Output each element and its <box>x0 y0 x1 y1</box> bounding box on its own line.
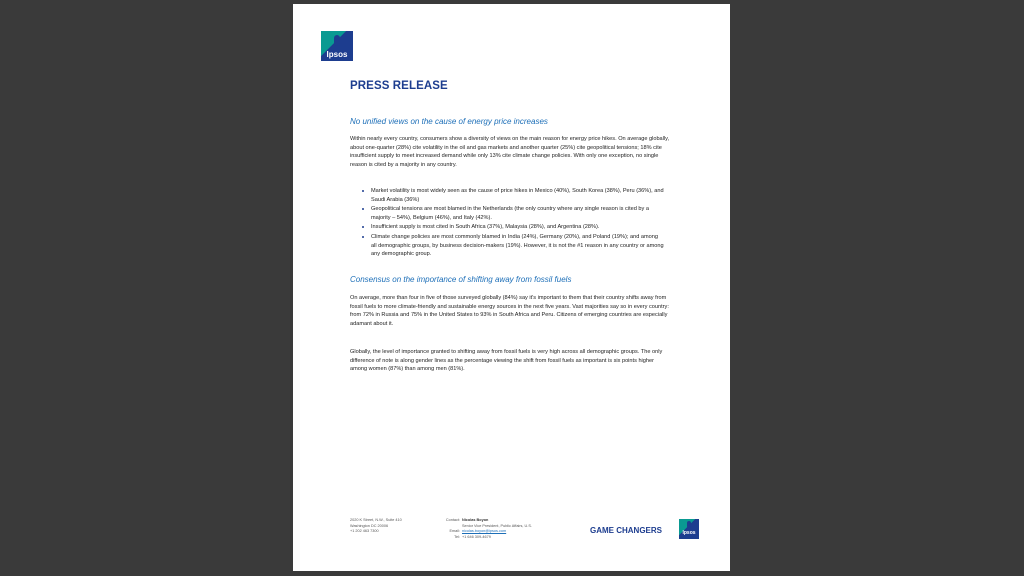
list-item: Geopolitical tensions are most blamed in the Netherlands (the only country where any single reason is cited by a majority – 54%), Belgium (46%), and Italy (42%). <box>365 205 665 222</box>
contact-title: Senior Vice President, Public Affairs, U.S. <box>462 523 532 528</box>
logo-text: Ipsos <box>682 530 696 536</box>
list-item: Climate change policies are most commonly blamed in India (24%), Germany (20%), and Poland (19%); and among all demographic groups, by business decision-makers (19%). However, it is not the #1 reason in any country or among any demographic group. <box>365 233 665 259</box>
section-paragraph: Globally, the level of importance granted to shifting away from fossil fuels is very high across all demographic groups. The only difference of note is along gender lines as the percentage viewing the shift from fossil fuels as important is six points higher among women (87%) than among men (81%). <box>350 349 663 373</box>
footer-contact: Contact: Nicolas Boyon Senior Vice President, Public Affairs, U.S. Email: nicolas.boyon@ipsos.com Tel: +1 646 309-4679 <box>445 518 532 539</box>
email-link[interactable]: nicolas.boyon@ipsos.com <box>462 529 507 534</box>
bullet-list <box>365 187 665 260</box>
page-title: PRESS RELEASE <box>350 80 448 92</box>
ipsos-logo-footer <box>679 519 699 539</box>
contact-name: Nicolas Boyon <box>462 518 489 522</box>
section-paragraph: Within nearly every country, consumers show a diversity of views on the main reason for energy price hikes. On average globally, about one-quarter (28%) cite volatility in the oil and gas markets and another quarter (25%) cite geopolitical tensions; 18% cite insufficient supply to meet increased demand while only 13% cite climate change policies. With only one exception, no single reason is cited by a majority in any country. <box>350 136 670 168</box>
document-page <box>293 4 730 571</box>
tagline: GAME CHANGERS <box>590 526 663 535</box>
footer-address: 2020 K Street, N.W., Suite 410 Washington DC 20006 +1 202 463 7300 <box>350 518 402 534</box>
list-item: Insufficient supply is most cited in South Africa (37%), Malaysia (28%), and Argentina (28%). <box>365 223 665 232</box>
list-item: Market volatility is most widely seen as the cause of price hikes in Mexico (40%), South Korea (38%), Peru (36%), and Saudi Arabia (36%) <box>365 187 665 204</box>
section-heading-energy-price: No unified views on the cause of energy price increases <box>350 117 548 126</box>
logo-text: Ipsos <box>326 50 348 59</box>
logo-drop-icon <box>334 35 340 46</box>
logo-drop-icon <box>687 521 691 528</box>
ipsos-logo <box>321 31 353 61</box>
section-paragraph: On average, more than four in five of those surveyed globally (84%) say it's important to them that their country shifts away from fossil fuels to more climate-friendly and sustainable energy sources in the next five years. Vast majorities say so in every country: from 72% in Russia and 75% in the United States to 93% in South Africa and Peru. Citizens of emerging countries are especially adamant about it. <box>350 295 669 327</box>
section-heading-fossil-fuels: Consensus on the importance of shifting away from fossil fuels <box>350 275 572 284</box>
contact-phone: +1 646 309-4679 <box>462 534 491 539</box>
